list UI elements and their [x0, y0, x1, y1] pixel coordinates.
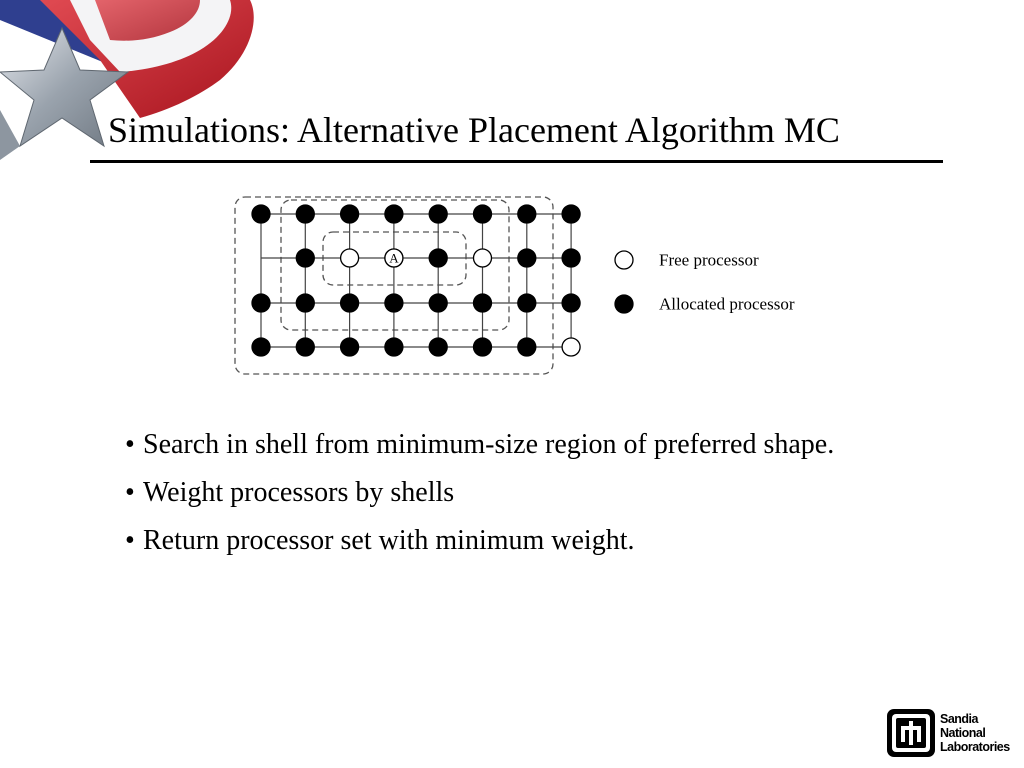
allocated-processor-node — [429, 294, 447, 312]
allocated-processor-node — [562, 205, 580, 223]
allocated-processor-node — [562, 249, 580, 267]
free-processor-node — [341, 249, 359, 267]
allocated-processor-node — [518, 338, 536, 356]
sandia-thunderbird-icon — [886, 708, 936, 758]
allocated-processor-node — [474, 294, 492, 312]
allocated-processor-node — [562, 294, 580, 312]
bullet-item: • Search in shell from minimum-size region of preferred shape. — [125, 424, 925, 466]
allocated-processor-node — [341, 294, 359, 312]
allocated-processor-node — [296, 294, 314, 312]
allocated-processor-node — [296, 205, 314, 223]
allocated-processor-node — [341, 205, 359, 223]
logo-line: Sandia — [940, 712, 978, 726]
legend-free-label: Free processor — [659, 250, 759, 270]
legend-allocated-marker — [615, 295, 633, 313]
allocated-processor-node — [518, 205, 536, 223]
allocated-processor-node — [518, 249, 536, 267]
logo-line: National — [940, 726, 986, 740]
allocated-processor-node — [252, 338, 270, 356]
allocated-processor-node — [296, 249, 314, 267]
title-divider — [90, 160, 943, 163]
free-processor-node — [562, 338, 580, 356]
allocated-processor-node — [252, 205, 270, 223]
allocated-processor-node — [474, 205, 492, 223]
allocated-processor-node — [429, 249, 447, 267]
allocated-processor-node — [341, 338, 359, 356]
legend-free-marker — [615, 251, 633, 269]
allocated-processor-node — [518, 294, 536, 312]
allocated-processor-node — [429, 205, 447, 223]
sandia-logo-text — [940, 712, 1010, 754]
allocated-processor-node — [429, 338, 447, 356]
bullet-list — [125, 424, 925, 568]
bullet-item: • Return processor set with minimum weight. — [125, 520, 925, 562]
processor-grid-diagram — [225, 190, 825, 385]
allocated-processor-node — [385, 294, 403, 312]
marked-processor-label: A — [389, 250, 399, 266]
legend-allocated-label: Allocated processor — [659, 294, 795, 314]
bullet-item: • Weight processors by shells — [125, 472, 925, 514]
allocated-processor-node — [252, 294, 270, 312]
allocated-processor-node — [296, 338, 314, 356]
allocated-processor-node — [385, 338, 403, 356]
sandia-logo — [886, 706, 1014, 760]
slide-title: Simulations: Alternative Placement Algorithm MC — [108, 110, 840, 150]
allocated-processor-node — [474, 338, 492, 356]
allocated-processor-node — [385, 205, 403, 223]
logo-line: Laboratories — [940, 740, 1010, 754]
free-processor-node — [474, 249, 492, 267]
